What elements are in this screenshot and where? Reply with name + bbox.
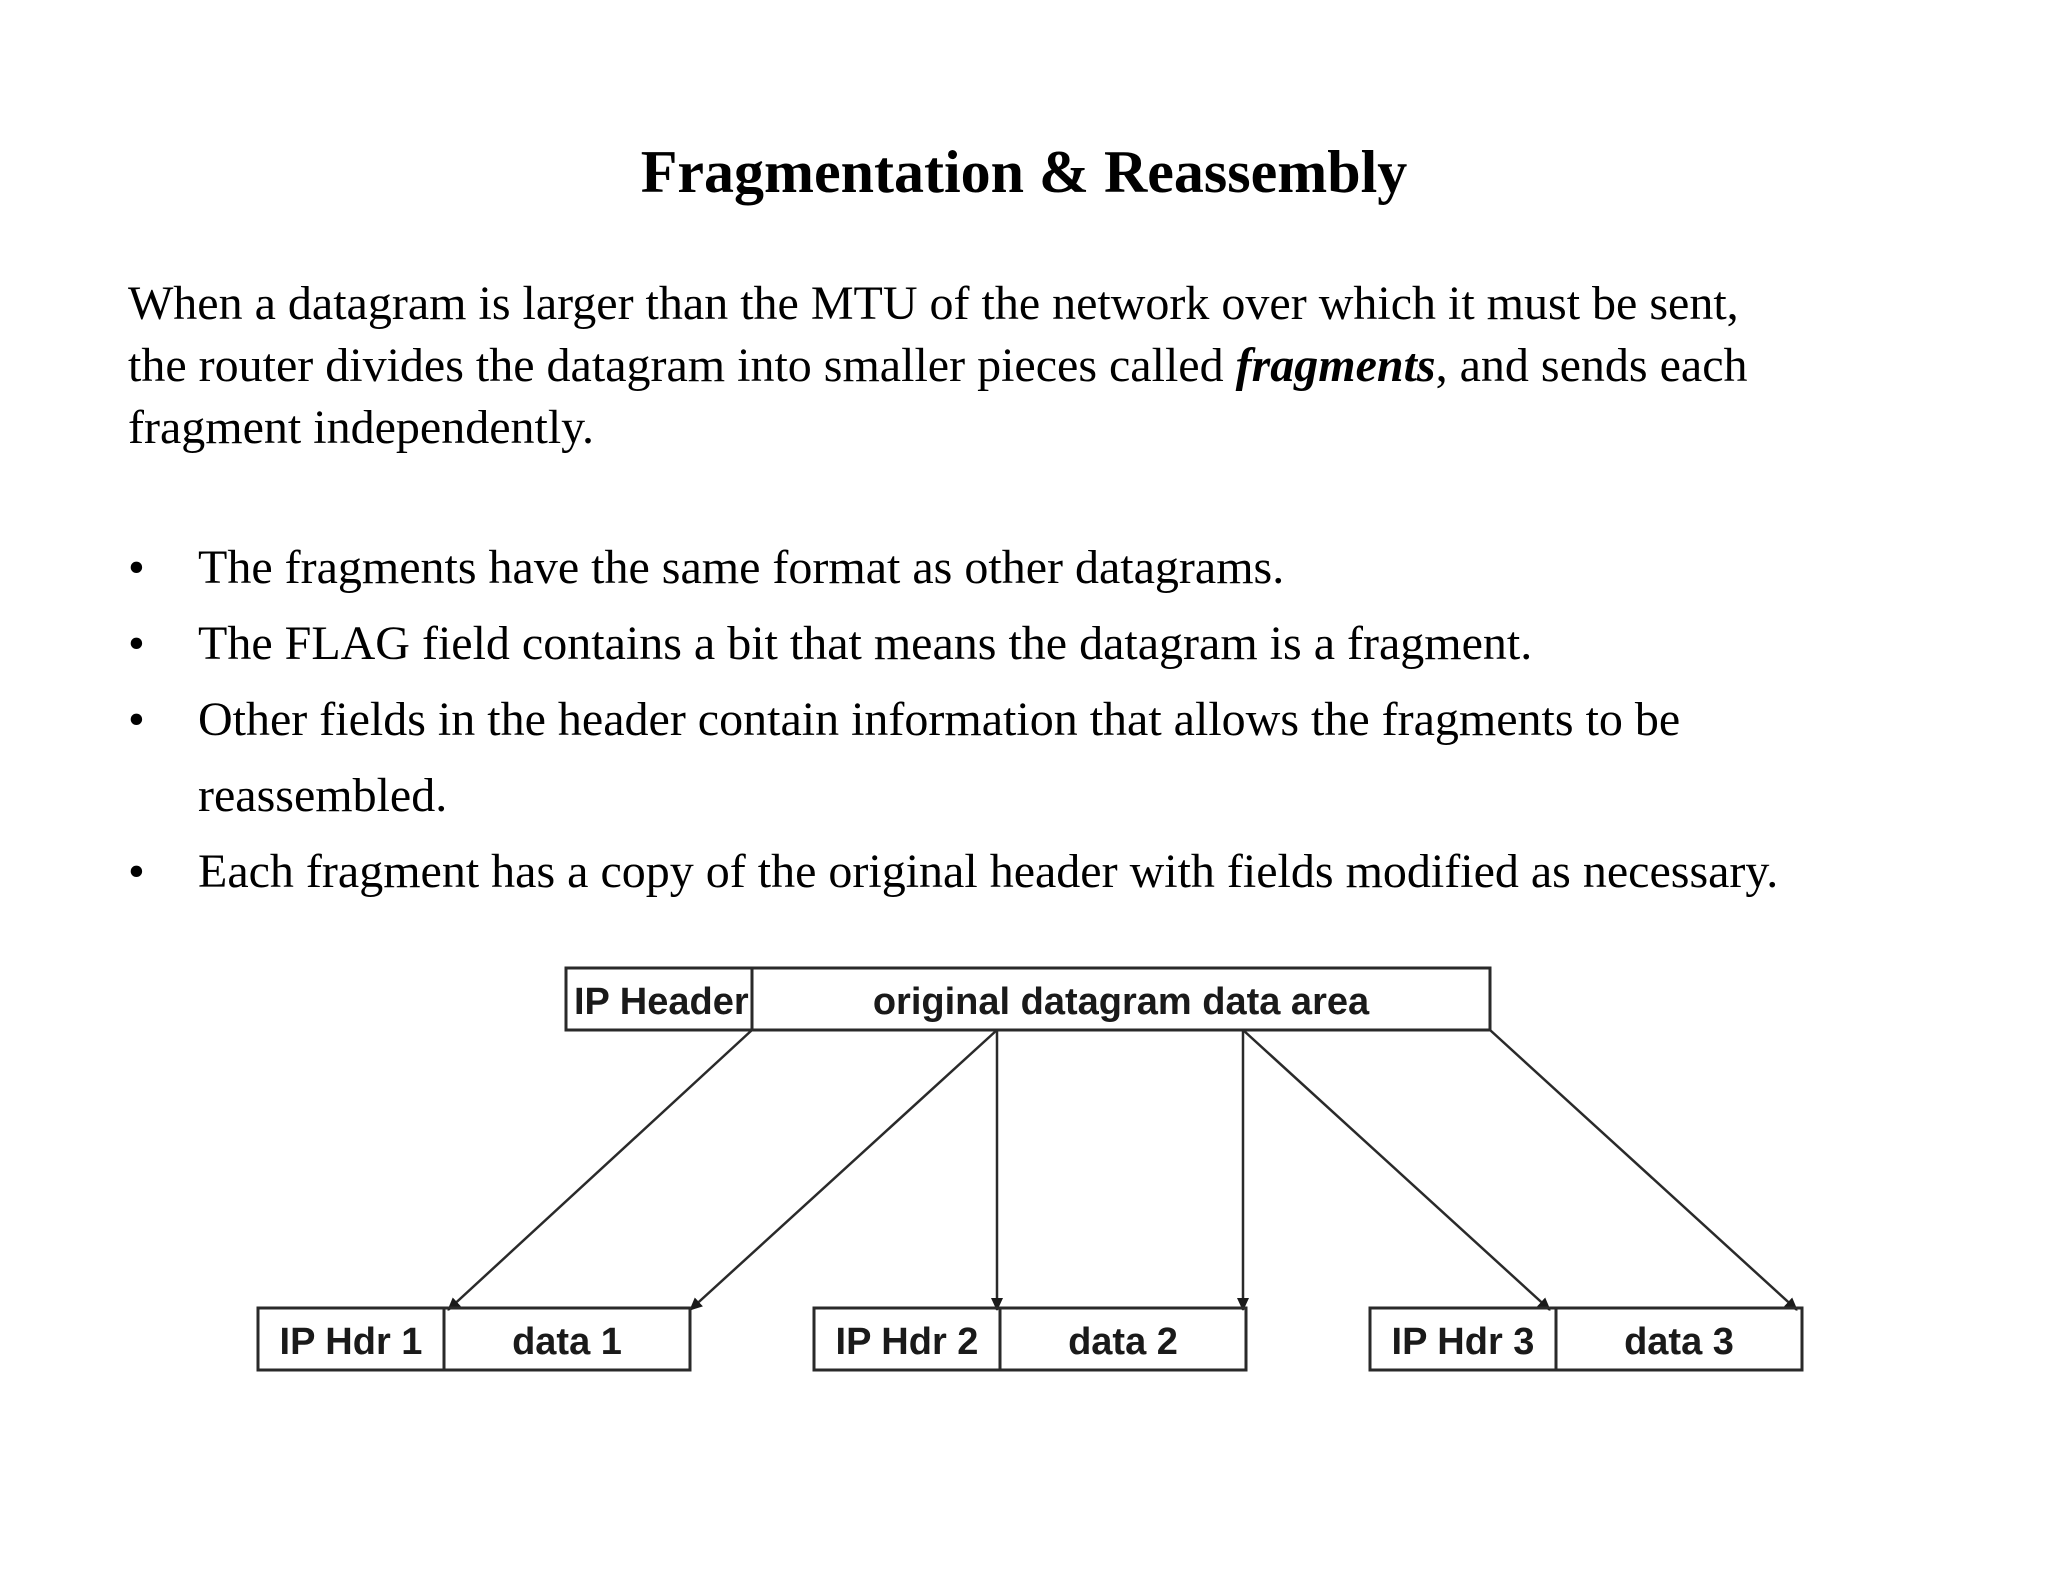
bullet-marker: • [128, 617, 145, 670]
bullet-item-continuation [128, 758, 2008, 834]
original-header-box [566, 968, 752, 1030]
fragment-2 [814, 1308, 1246, 1370]
bullet-item [128, 682, 2008, 758]
arrow-data-to-hdr3 [1243, 1030, 1550, 1310]
intro-line-3: fragment independently. [128, 401, 595, 454]
original-data-label: original datagram data area [872, 981, 1370, 1023]
intro-line-2 [128, 335, 1988, 397]
bullet-marker: • [128, 541, 145, 594]
arrow-end-to-data3 [1490, 1030, 1797, 1310]
fragment-1-header-label: IP Hdr 1 [279, 1321, 423, 1363]
original-data-box [752, 968, 1490, 1030]
bullet-list [128, 530, 2008, 910]
intro-line-2-end: , and sends each [1435, 339, 1748, 392]
intro-paragraph [128, 273, 1988, 459]
bullet-marker: • [128, 693, 145, 746]
bullet-text: Other fields in the header contain information that allows the fragments to be [198, 693, 1681, 746]
original-header-label: IP Header [574, 981, 749, 1023]
fragment-arrows [448, 1030, 1797, 1310]
original-datagram [566, 968, 1490, 1030]
fragment-3-data-label: data 3 [1624, 1321, 1734, 1363]
bullet-text: reassembled. [198, 769, 448, 822]
fragment-2-header-box [814, 1308, 1000, 1370]
arrow-data-to-data1 [690, 1030, 997, 1310]
fragment-3-data-box [1556, 1308, 1802, 1370]
arrow-header-to-hdr1 [448, 1030, 752, 1310]
fragment-1 [258, 1308, 690, 1370]
fragment-1-header-box [258, 1308, 444, 1370]
fragment-1-data-box [444, 1308, 690, 1370]
fragment-3 [1370, 1308, 1802, 1370]
bullet-text: The FLAG field contains a bit that means the datagram is a fragment. [198, 617, 1533, 670]
fragment-1-data-label: data 1 [512, 1321, 622, 1363]
fragment-3-header-box [1370, 1308, 1556, 1370]
bullet-text: Each fragment has a copy of the original header with fields modified as necessary. [198, 845, 1779, 898]
bullet-marker: • [128, 845, 145, 898]
bullet-item [128, 606, 2008, 682]
fragment-2-header-label: IP Hdr 2 [835, 1321, 979, 1363]
fragment-2-data-label: data 2 [1068, 1321, 1178, 1363]
fragments-term: fragments [1235, 339, 1436, 392]
intro-line-1: When a datagram is larger than the MTU of the network over which it must be sent, [128, 277, 1739, 330]
bullet-text: The fragments have the same format as other datagrams. [198, 541, 1285, 594]
intro-line-2-start: the router divides the datagram into smaller pieces called [128, 339, 1236, 392]
fragment-3-header-label: IP Hdr 3 [1391, 1321, 1535, 1363]
fragment-2-data-box [1000, 1308, 1246, 1370]
bullet-item [128, 834, 2008, 910]
bullet-item [128, 530, 2008, 606]
slide-title: Fragmentation & Reassembly [640, 139, 1408, 205]
